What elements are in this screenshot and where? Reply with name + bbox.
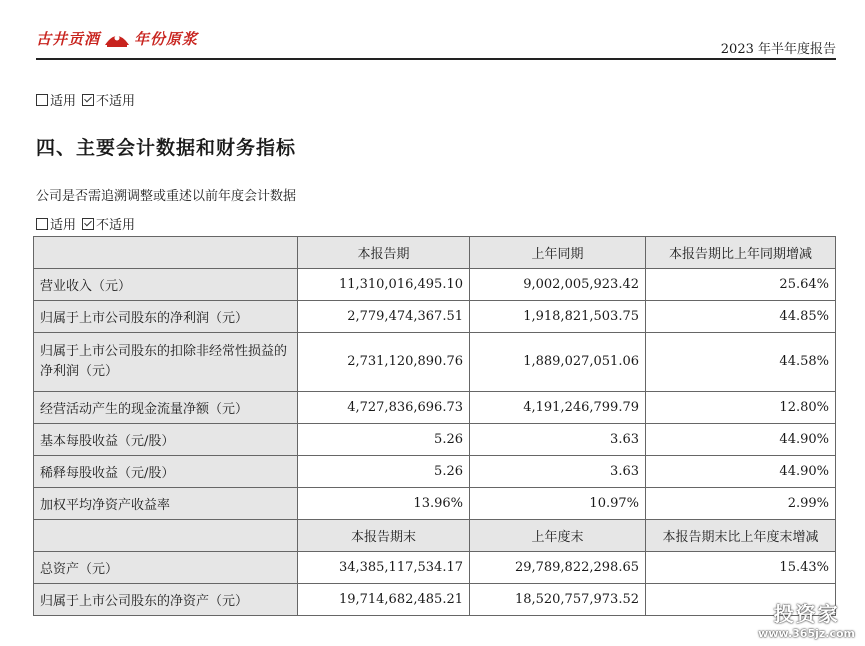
change-value: 2.99% xyxy=(646,488,836,520)
watermark-url: www.365jz.com xyxy=(758,627,855,640)
current-value: 19,714,682,485.21 xyxy=(298,584,470,616)
row-label: 基本每股收益（元/股） xyxy=(34,424,298,456)
row-label: 经营活动产生的现金流量净额（元） xyxy=(34,392,298,424)
table-row xyxy=(34,424,836,456)
table-header-cell xyxy=(34,237,298,269)
option-applicable-label: 适用 xyxy=(50,94,77,109)
row-label: 总资产（元） xyxy=(34,552,298,584)
option-not-applicable xyxy=(82,214,135,233)
checkbox-checked-icon xyxy=(82,94,94,106)
table-row xyxy=(34,392,836,424)
current-value: 5.26 xyxy=(298,456,470,488)
current-value: 34,385,117,534.17 xyxy=(298,552,470,584)
change-value: 12.80% xyxy=(646,392,836,424)
row-label: 归属于上市公司股东的净资产（元） xyxy=(34,584,298,616)
table-header-row xyxy=(34,520,836,552)
option-not-applicable-label: 不适用 xyxy=(96,218,136,233)
change-value: 44.85% xyxy=(646,301,836,333)
restatement-question: 公司是否需追溯调整或重述以前年度会计数据 xyxy=(36,189,297,204)
table-row xyxy=(34,552,836,584)
table-row xyxy=(34,269,836,301)
option-not-applicable xyxy=(82,90,135,109)
prior-value: 18,520,757,973.52 xyxy=(470,584,646,616)
prior-value: 29,789,822,298.65 xyxy=(470,552,646,584)
change-value: 25.64% xyxy=(646,269,836,301)
prior-value: 4,191,246,799.79 xyxy=(470,392,646,424)
row-label: 稀释每股收益（元/股） xyxy=(34,456,298,488)
table-row xyxy=(34,584,836,616)
table-header-cell: 本报告期末比上年度末增减 xyxy=(646,520,836,552)
table-header-cell: 本报告期 xyxy=(298,237,470,269)
row-label: 加权平均净资产收益率 xyxy=(34,488,298,520)
table-header-row xyxy=(34,237,836,269)
table-row xyxy=(34,301,836,333)
prior-value: 3.63 xyxy=(470,424,646,456)
applicability-options-2 xyxy=(36,214,141,233)
table-header-cell: 上年度末 xyxy=(470,520,646,552)
row-label: 归属于上市公司股东的净利润（元） xyxy=(34,301,298,333)
table-header-cell: 上年同期 xyxy=(470,237,646,269)
prior-value: 1,918,821,503.75 xyxy=(470,301,646,333)
change-value: 44.58% xyxy=(646,333,836,392)
table-header-cell: 本报告期末 xyxy=(298,520,470,552)
checkbox-checked-icon xyxy=(82,218,94,230)
section-title: 四、主要会计数据和财务指标 xyxy=(36,137,297,159)
checkbox-empty-icon xyxy=(36,94,48,106)
logo-emblem-icon xyxy=(103,29,131,49)
current-value: 11,310,016,495.10 xyxy=(298,269,470,301)
watermark-title: 投资家 xyxy=(773,602,840,626)
current-value: 13.96% xyxy=(298,488,470,520)
prior-value: 1,889,027,051.06 xyxy=(470,333,646,392)
current-value: 2,731,120,890.76 xyxy=(298,333,470,392)
change-value: 15.43% xyxy=(646,552,836,584)
prior-value: 9,002,005,923.42 xyxy=(470,269,646,301)
table-header-cell: 本报告期比上年同期增减 xyxy=(646,237,836,269)
site-watermark xyxy=(758,598,855,640)
table-header-cell xyxy=(34,520,298,552)
logo-product-text: 年份原浆 xyxy=(134,30,199,48)
page-header xyxy=(36,28,836,60)
current-value: 4,727,836,696.73 xyxy=(298,392,470,424)
option-applicable xyxy=(36,214,76,233)
table-row xyxy=(34,333,836,392)
logo-brand-text: 古井贡酒 xyxy=(36,30,101,48)
prior-value: 10.97% xyxy=(470,488,646,520)
table-row xyxy=(34,488,836,520)
company-logo xyxy=(36,28,198,49)
financial-data-table xyxy=(33,236,836,616)
option-applicable xyxy=(36,90,76,109)
option-not-applicable-label: 不适用 xyxy=(96,94,136,109)
current-value: 5.26 xyxy=(298,424,470,456)
prior-value: 3.63 xyxy=(470,456,646,488)
option-applicable-label: 适用 xyxy=(50,218,77,233)
change-value: 44.90% xyxy=(646,424,836,456)
change-value: 44.90% xyxy=(646,456,836,488)
report-title: 2023 年半年度报告 xyxy=(720,42,836,57)
checkbox-empty-icon xyxy=(36,218,48,230)
applicability-options-1 xyxy=(36,90,141,109)
table-row xyxy=(34,456,836,488)
row-label: 营业收入（元） xyxy=(34,269,298,301)
current-value: 2,779,474,367.51 xyxy=(298,301,470,333)
row-label: 归属于上市公司股东的扣除非经常性损益的净利润（元） xyxy=(34,333,298,392)
